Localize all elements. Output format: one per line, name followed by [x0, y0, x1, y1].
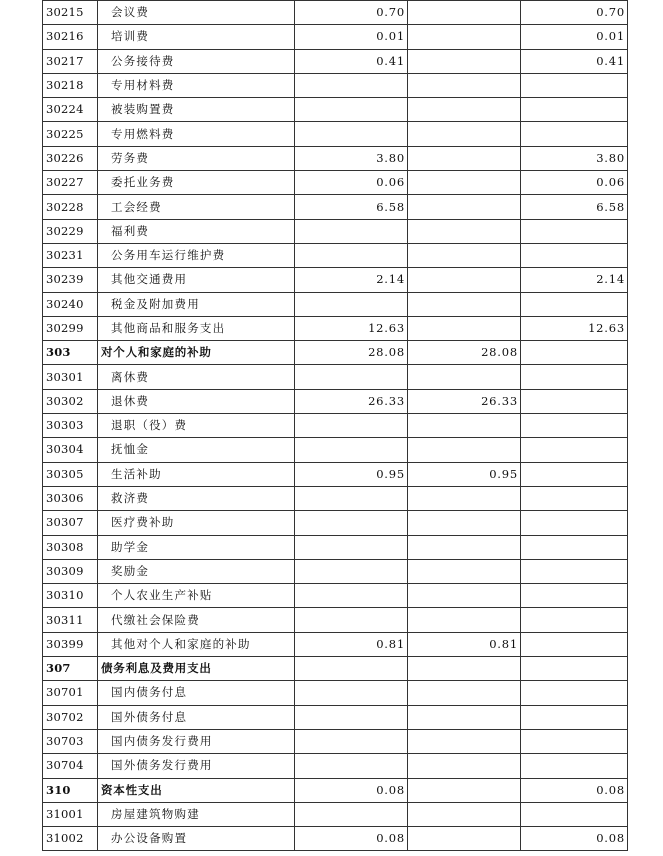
- name-cell: 其他商品和服务支出: [98, 316, 295, 340]
- name-cell: 国内债务发行费用: [98, 729, 295, 753]
- code-cell: 30311: [43, 608, 98, 632]
- project-cell: 0.41: [521, 49, 628, 73]
- table-row: [43, 729, 628, 753]
- code-cell: 30304: [43, 438, 98, 462]
- total-cell: 2.14: [295, 268, 408, 292]
- total-cell: 0.08: [295, 827, 408, 851]
- project-cell: 0.01: [521, 25, 628, 49]
- table-row: [43, 219, 628, 243]
- code-cell: 30305: [43, 462, 98, 486]
- total-cell: [295, 681, 408, 705]
- table-row: [43, 559, 628, 583]
- name-cell: 其他交通费用: [98, 268, 295, 292]
- total-cell: 0.81: [295, 632, 408, 656]
- code-cell: 30231: [43, 243, 98, 267]
- table-row: [43, 486, 628, 510]
- code-cell: 30240: [43, 292, 98, 316]
- total-cell: [295, 559, 408, 583]
- table-row: [43, 802, 628, 826]
- code-cell: 30229: [43, 219, 98, 243]
- project-cell: [521, 219, 628, 243]
- project-cell: [521, 535, 628, 559]
- project-cell: 12.63: [521, 316, 628, 340]
- name-cell: 公务用车运行维护费: [98, 243, 295, 267]
- basic-cell: [408, 49, 521, 73]
- table-row: [43, 705, 628, 729]
- project-cell: [521, 729, 628, 753]
- total-cell: [295, 243, 408, 267]
- name-cell: 其他对个人和家庭的补助: [98, 632, 295, 656]
- table-row: [43, 584, 628, 608]
- table-row: [43, 1, 628, 25]
- total-cell: 0.06: [295, 171, 408, 195]
- total-cell: 3.80: [295, 146, 408, 170]
- table-row: [43, 195, 628, 219]
- basic-cell: [408, 486, 521, 510]
- code-cell: 30225: [43, 122, 98, 146]
- project-cell: 0.06: [521, 171, 628, 195]
- code-cell: 30217: [43, 49, 98, 73]
- code-cell: 303: [43, 341, 98, 365]
- basic-cell: [408, 365, 521, 389]
- code-cell: 30299: [43, 316, 98, 340]
- name-cell: 福利费: [98, 219, 295, 243]
- code-cell: 30310: [43, 584, 98, 608]
- name-cell: 办公设备购置: [98, 827, 295, 851]
- basic-cell: [408, 73, 521, 97]
- code-cell: 30215: [43, 1, 98, 25]
- total-cell: 0.70: [295, 1, 408, 25]
- table-row: [43, 243, 628, 267]
- project-cell: [521, 414, 628, 438]
- basic-cell: [408, 559, 521, 583]
- basic-cell: [408, 195, 521, 219]
- name-cell: 债务利息及费用支出: [98, 657, 295, 681]
- name-cell: 劳务费: [98, 146, 295, 170]
- project-cell: 3.80: [521, 146, 628, 170]
- project-cell: 0.08: [521, 778, 628, 802]
- project-cell: [521, 632, 628, 656]
- total-cell: [295, 438, 408, 462]
- code-cell: 30704: [43, 754, 98, 778]
- basic-cell: 0.81: [408, 632, 521, 656]
- total-cell: 28.08: [295, 341, 408, 365]
- code-cell: 30308: [43, 535, 98, 559]
- table-row: [43, 316, 628, 340]
- table-body: [43, 1, 628, 851]
- name-cell: 国内债务付息: [98, 681, 295, 705]
- code-cell: 30224: [43, 98, 98, 122]
- table-row: [43, 778, 628, 802]
- basic-cell: [408, 584, 521, 608]
- name-cell: 资本性支出: [98, 778, 295, 802]
- total-cell: [295, 122, 408, 146]
- project-cell: [521, 389, 628, 413]
- code-cell: 30226: [43, 146, 98, 170]
- project-cell: 6.58: [521, 195, 628, 219]
- project-cell: [521, 122, 628, 146]
- table-row: [43, 827, 628, 851]
- project-cell: [521, 341, 628, 365]
- total-cell: [295, 802, 408, 826]
- table-row: [43, 341, 628, 365]
- code-cell: 30216: [43, 25, 98, 49]
- total-cell: 0.95: [295, 462, 408, 486]
- basic-cell: [408, 243, 521, 267]
- project-cell: [521, 608, 628, 632]
- table-row: [43, 462, 628, 486]
- project-cell: [521, 705, 628, 729]
- basic-cell: [408, 146, 521, 170]
- table-row: [43, 681, 628, 705]
- total-cell: [295, 98, 408, 122]
- basic-cell: [408, 778, 521, 802]
- name-cell: 对个人和家庭的补助: [98, 341, 295, 365]
- project-cell: [521, 243, 628, 267]
- code-cell: 30302: [43, 389, 98, 413]
- project-cell: [521, 754, 628, 778]
- basic-cell: [408, 25, 521, 49]
- table-row: [43, 535, 628, 559]
- basic-cell: [408, 729, 521, 753]
- total-cell: [295, 608, 408, 632]
- basic-cell: [408, 705, 521, 729]
- code-cell: 30703: [43, 729, 98, 753]
- table-row: [43, 25, 628, 49]
- expenditure-table: [42, 0, 628, 851]
- table-row: [43, 389, 628, 413]
- basic-cell: [408, 802, 521, 826]
- name-cell: 培训费: [98, 25, 295, 49]
- name-cell: 房屋建筑物购建: [98, 802, 295, 826]
- table-row: [43, 171, 628, 195]
- code-cell: 310: [43, 778, 98, 802]
- table-row: [43, 73, 628, 97]
- project-cell: [521, 462, 628, 486]
- name-cell: 工会经费: [98, 195, 295, 219]
- table-row: [43, 754, 628, 778]
- total-cell: 0.08: [295, 778, 408, 802]
- table-row: [43, 632, 628, 656]
- basic-cell: [408, 535, 521, 559]
- name-cell: 专用材料费: [98, 73, 295, 97]
- code-cell: 30303: [43, 414, 98, 438]
- project-cell: [521, 584, 628, 608]
- table-row: [43, 438, 628, 462]
- table-row: [43, 414, 628, 438]
- table-row: [43, 268, 628, 292]
- name-cell: 国外债务付息: [98, 705, 295, 729]
- name-cell: 税金及附加费用: [98, 292, 295, 316]
- project-cell: 0.70: [521, 1, 628, 25]
- total-cell: 0.41: [295, 49, 408, 73]
- basic-cell: [408, 681, 521, 705]
- code-cell: 30239: [43, 268, 98, 292]
- project-cell: [521, 365, 628, 389]
- total-cell: [295, 705, 408, 729]
- basic-cell: 26.33: [408, 389, 521, 413]
- table-row: [43, 608, 628, 632]
- basic-cell: [408, 657, 521, 681]
- name-cell: 被装购置费: [98, 98, 295, 122]
- basic-cell: [408, 122, 521, 146]
- code-cell: 30218: [43, 73, 98, 97]
- name-cell: 公务接待费: [98, 49, 295, 73]
- code-cell: 30702: [43, 705, 98, 729]
- name-cell: 个人农业生产补贴: [98, 584, 295, 608]
- name-cell: 会议费: [98, 1, 295, 25]
- project-cell: [521, 486, 628, 510]
- name-cell: 退职（役）费: [98, 414, 295, 438]
- basic-cell: [408, 292, 521, 316]
- basic-cell: [408, 98, 521, 122]
- code-cell: 30227: [43, 171, 98, 195]
- code-cell: 31001: [43, 802, 98, 826]
- table-row: [43, 146, 628, 170]
- basic-cell: [408, 414, 521, 438]
- basic-cell: [408, 316, 521, 340]
- name-cell: 医疗费补助: [98, 511, 295, 535]
- name-cell: 专用燃料费: [98, 122, 295, 146]
- project-cell: [521, 681, 628, 705]
- total-cell: [295, 292, 408, 316]
- basic-cell: [408, 438, 521, 462]
- name-cell: 救济费: [98, 486, 295, 510]
- project-cell: [521, 559, 628, 583]
- total-cell: [295, 535, 408, 559]
- code-cell: 30307: [43, 511, 98, 535]
- total-cell: 6.58: [295, 195, 408, 219]
- name-cell: 退休费: [98, 389, 295, 413]
- total-cell: [295, 584, 408, 608]
- table-row: [43, 657, 628, 681]
- project-cell: [521, 292, 628, 316]
- table-row: [43, 49, 628, 73]
- total-cell: [295, 365, 408, 389]
- table-row: [43, 98, 628, 122]
- table-row: [43, 292, 628, 316]
- total-cell: [295, 73, 408, 97]
- table-row: [43, 365, 628, 389]
- basic-cell: [408, 171, 521, 195]
- basic-cell: [408, 511, 521, 535]
- project-cell: [521, 98, 628, 122]
- basic-cell: 0.95: [408, 462, 521, 486]
- project-cell: [521, 802, 628, 826]
- name-cell: 国外债务发行费用: [98, 754, 295, 778]
- name-cell: 生活补助: [98, 462, 295, 486]
- total-cell: [295, 511, 408, 535]
- basic-cell: [408, 827, 521, 851]
- basic-cell: [408, 608, 521, 632]
- basic-cell: 28.08: [408, 341, 521, 365]
- code-cell: 30309: [43, 559, 98, 583]
- project-cell: 2.14: [521, 268, 628, 292]
- project-cell: [521, 657, 628, 681]
- table-row: [43, 122, 628, 146]
- code-cell: 31002: [43, 827, 98, 851]
- code-cell: 30701: [43, 681, 98, 705]
- basic-cell: [408, 754, 521, 778]
- name-cell: 奖励金: [98, 559, 295, 583]
- total-cell: [295, 486, 408, 510]
- project-cell: [521, 438, 628, 462]
- project-cell: 0.08: [521, 827, 628, 851]
- name-cell: 委托业务费: [98, 171, 295, 195]
- basic-cell: [408, 268, 521, 292]
- total-cell: [295, 729, 408, 753]
- project-cell: [521, 511, 628, 535]
- total-cell: [295, 657, 408, 681]
- code-cell: 30306: [43, 486, 98, 510]
- name-cell: 离休费: [98, 365, 295, 389]
- total-cell: 0.01: [295, 25, 408, 49]
- code-cell: 30399: [43, 632, 98, 656]
- name-cell: 抚恤金: [98, 438, 295, 462]
- code-cell: 30228: [43, 195, 98, 219]
- total-cell: 12.63: [295, 316, 408, 340]
- basic-cell: [408, 1, 521, 25]
- code-cell: 307: [43, 657, 98, 681]
- code-cell: 30301: [43, 365, 98, 389]
- table-row: [43, 511, 628, 535]
- total-cell: [295, 219, 408, 243]
- name-cell: 代缴社会保险费: [98, 608, 295, 632]
- total-cell: [295, 414, 408, 438]
- name-cell: 助学金: [98, 535, 295, 559]
- total-cell: [295, 754, 408, 778]
- basic-cell: [408, 219, 521, 243]
- total-cell: 26.33: [295, 389, 408, 413]
- project-cell: [521, 73, 628, 97]
